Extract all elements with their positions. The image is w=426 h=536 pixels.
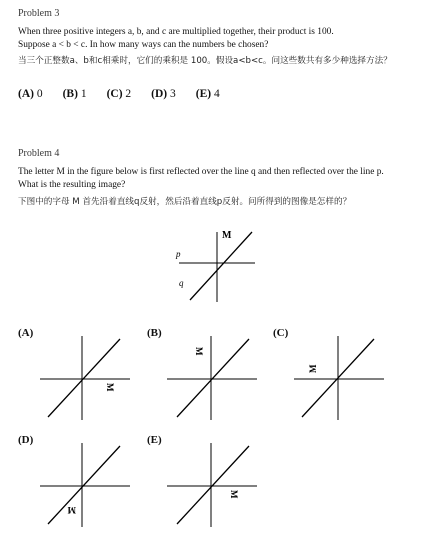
- choice-c[interactable]: (C) 2: [106, 88, 132, 100]
- option-d-label: (D): [18, 434, 34, 446]
- problem-3-answer-choices: [18, 88, 240, 100]
- problem-4-statement-line-1: The letter M in the figure below is first reflected over the line q and then reflected over the line p.: [18, 167, 384, 177]
- option-c-figure[interactable]: [292, 333, 386, 423]
- problem-3-heading: Problem 3: [18, 8, 60, 19]
- problem-4-statement-line-2: What is the resulting image?: [18, 180, 126, 190]
- option-e-label: (E): [147, 434, 162, 446]
- option-a-label: (A): [18, 327, 34, 339]
- option-a-letter: M: [105, 383, 115, 392]
- label-q: q: [179, 278, 184, 288]
- option-d-figure[interactable]: [38, 440, 132, 530]
- line-q: [190, 232, 252, 300]
- problem-3-chinese-statement: 当三个正整数a、b和c相乘时，它们的乘积是 100。假设a<b<c。问这些数共有多少种选择方法？: [18, 56, 392, 66]
- option-b-label: (B): [147, 327, 162, 339]
- main-figure: [172, 222, 262, 312]
- option-b-letter: M: [194, 347, 204, 356]
- choice-e[interactable]: (E) 4: [195, 88, 220, 100]
- option-c-letter: M: [308, 364, 318, 373]
- problem-3-statement-line-2: Suppose a < b < c. In how many ways can the numbers be chosen?: [18, 40, 269, 50]
- problem-3-statement-line-1: When three positive integers a, b, and c are multiplied together, their product is 100.: [18, 27, 334, 37]
- option-e-figure[interactable]: [165, 440, 259, 530]
- label-p: p: [176, 249, 181, 259]
- problem-4-heading: Problem 4: [18, 148, 60, 159]
- option-d-letter: M: [67, 505, 76, 515]
- letter-m: M: [222, 230, 232, 241]
- option-a-figure[interactable]: [38, 333, 132, 423]
- option-c-label: (C): [273, 327, 289, 339]
- problem-4-chinese-statement: 下图中的字母 M 首先沿着直线q反射，然后沿着直线p反射。问所得到的图像是怎样的？: [18, 197, 352, 207]
- choice-a[interactable]: (A) 0: [18, 88, 43, 100]
- choice-b[interactable]: (B) 1: [62, 88, 87, 100]
- option-e-letter: M: [229, 490, 239, 499]
- choice-d[interactable]: (D) 3: [151, 88, 176, 100]
- option-b-figure[interactable]: [165, 333, 259, 423]
